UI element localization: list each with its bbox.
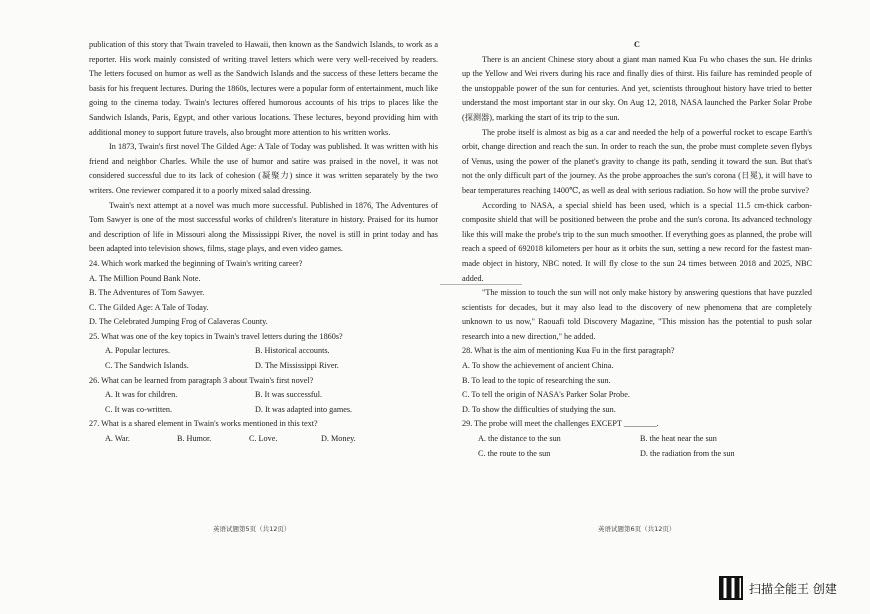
question-26-options-row-2 [105, 403, 438, 418]
question-29: 29. The probe will meet the challenges EXCEPT ________. [462, 419, 659, 429]
question-24-option-c: C. The Gilded Age: A Tale of Today. [89, 302, 209, 312]
question-27-option-b: B. Humor. [177, 434, 212, 444]
question-25-option-d: D. The Mississippi River. [255, 361, 339, 371]
question-27-option-a: A. War. [105, 434, 130, 444]
question-29-options-row-1 [478, 432, 812, 447]
passage-c-paragraph-4: "The mission to touch the sun will not only make history by answering questions that have puzzled scientists for decades, but it may also lead to the discovery of new phenomena that are completely unknown to us now," Raouafi told Discovery Magazine, "This mission has the potential to push solar research into a new direction," he added. [462, 288, 812, 341]
question-25-option-b: B. Historical accounts. [255, 346, 330, 356]
question-29-option-b: B. the heat near the sun [640, 434, 717, 444]
question-25: 25. What was one of the key topics in Twain's travel letters during the 1860s? [89, 331, 343, 341]
question-28-option-b: B. To lead to the topic of researching the sun. [462, 375, 611, 385]
question-24-option-d: D. The Celebrated Jumping Frog of Calaveras County. [89, 317, 268, 327]
question-24-option-b: B. The Adventures of Tom Sawyer. [89, 288, 205, 298]
question-27-options [105, 432, 438, 447]
question-26: 26. What can be learned from paragraph 3 about Twain's first novel? [89, 375, 314, 385]
qr-code-icon [719, 576, 743, 600]
question-25-option-a: A. Popular lectures. [105, 346, 171, 356]
question-25-options-row-2 [105, 359, 438, 374]
question-26-option-a: A. It was for children. [105, 390, 178, 400]
question-28-option-c: C. To tell the origin of NASA's Parker Solar Probe. [462, 390, 630, 400]
question-29-option-a: A. the distance to the sun [478, 434, 561, 444]
question-25-option-c: C. The Sandwich Islands. [105, 361, 189, 371]
question-28: 28. What is the aim of mentioning Kua Fu in the first paragraph? [462, 346, 675, 356]
right-column [462, 38, 812, 461]
passage-b-paragraph-3: Twain's next attempt at a novel was much more successful. Published in 1876, The Adventures of Tom Sawyer is one of the most successful works of children's literature in history. Praised for its humor and description of life in Missouri along the Mississippi River, the novel is still in print today and has been adapted into television shows, films, stage plays, and even video games. [89, 200, 438, 254]
passage-b-paragraph-1: publication of this story that Twain traveled to Hawaii, then known as the Sandwich Islands, to work as a reporter. His work mainly consisted of writing travel letters which were very well-received by readers. The letters focused on humor as well as the Sandwich Islands and the success of these letters became the basis for his frequent lectures. During the 1860s, lectures were a popular form of entertainment, much like going to the cinema today. Twain's lectures offered humorous accounts of his trips to places like the Sandwich Islands, Paris, Egypt, and other various locations. These lectures, beyond providing him with additional money to support future travels, also brought more attention to his written works. [89, 40, 438, 137]
passage-b-paragraph-2: In 1873, Twain's first novel The Gilded Age: A Tale of Today was published. It was written with his friend and neighbor Charles. While the use of humor and satire was praised in the novel, it was not considered successful due to its lack of cohesion (凝聚力) since it was written separately by the two writers. One reviewer compared it to a poorly mixed salad dressing. [89, 142, 438, 195]
passage-c-paragraph-1: There is an ancient Chinese story about a giant man named Kua Fu who chases the sun. He drinks up the Yellow and Wei rivers during his race and finally dies of thirst. His failure has reminded people of the unstoppable power of the sun for centuries. And yet, scientists throughout history have tried to better understand the most important star in our sky. On Aug 12, 2018, NASA launched the Parker Solar Probe (探测器), marking the start of its trip to the sun. [462, 54, 812, 122]
question-26-option-c: C. It was co-written. [105, 404, 173, 414]
question-24: 24. Which work marked the beginning of Twain's writing career? [89, 258, 303, 268]
page-footer-left: 英语试题第5页（共12页） [213, 525, 291, 533]
question-25-options-row-1 [105, 344, 438, 359]
scanner-watermark-text: 扫描全能王 创建 [749, 581, 837, 596]
question-27-option-d: D. Money. [321, 434, 356, 444]
left-column [89, 38, 438, 447]
question-26-options-row-1 [105, 388, 438, 403]
question-29-option-d: D. the radiation from the sun [640, 448, 735, 458]
question-28-option-d: D. To show the difficulties of studying the sun. [462, 404, 616, 414]
question-29-options-row-2 [478, 447, 812, 462]
section-heading-c: C [634, 40, 640, 49]
question-29-option-c: C. the route to the sun [478, 448, 551, 458]
scanner-watermark [719, 576, 837, 600]
question-26-option-b: B. It was successful. [255, 390, 323, 400]
question-26-option-d: D. It was adapted into games. [255, 404, 353, 414]
page-footer-right: 英语试题第6页（共12页） [598, 525, 676, 533]
scan-artifact-line [440, 284, 522, 285]
question-27-option-c: C. Love. [249, 434, 278, 444]
question-28-option-a: A. To show the achievement of ancient China. [462, 361, 614, 371]
question-24-option-a: A. The Million Pound Bank Note. [89, 273, 201, 283]
passage-c-paragraph-2: The probe itself is almost as big as a car and needed the help of a powerful rocket to escape Earth's orbit, change direction and reach the sun. In order to reach the sun, the probe must complete seven flybys of Venus, using the power of the planet's gravity to change its path, sending it toward the sun. But that's not the only difficult part of the journey. As the probe approaches the sun's corona (日冕), it will have to bear temperatures reaching 1400℃, as well as deal with serious radiation. So how will the probe survive? [462, 127, 812, 195]
question-27: 27. What is a shared element in Twain's works mentioned in this text? [89, 419, 318, 429]
passage-c-paragraph-3: According to NASA, a special shield has been used, which is a special 11.5 cm-thick carbon-composite shield that will be positioned between the probe and the sun's corona. Its advanced technology like this will make the probe's trip to the sun much smoother. If everything goes as planned, the probe will reach a speed of 692018 kilometers per hour as it orbits the sun, setting a new record for the fastest man-made object in history, NBC noted. It will fly close to the sun 24 times between 2018 and 2025, NBC added. [462, 200, 812, 283]
